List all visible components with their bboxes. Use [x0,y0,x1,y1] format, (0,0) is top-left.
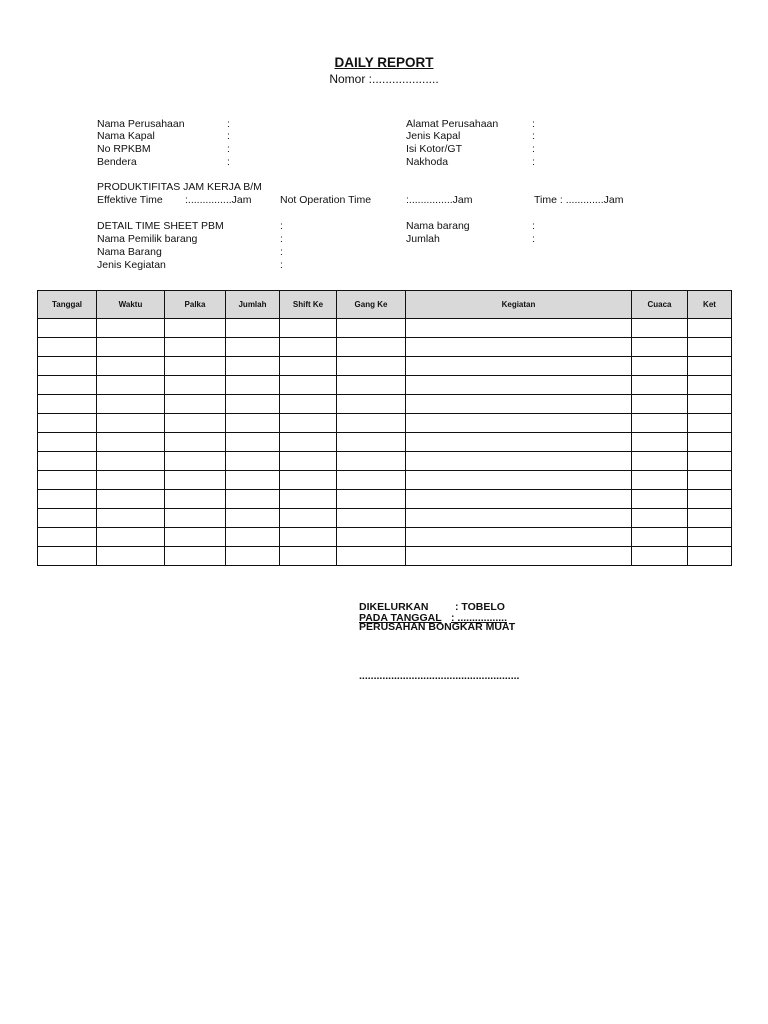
table-cell [226,490,280,509]
table-cell [280,395,337,414]
label-nama-kapal: Nama Kapal [97,130,155,142]
label-detail-time-sheet: DETAIL TIME SHEET PBM [97,220,224,232]
colon: : [532,130,535,142]
table-cell [226,357,280,376]
header-palka: Palka [165,291,226,319]
label-jenis-kegiatan: Jenis Kegiatan [97,259,166,271]
table-cell [38,319,97,338]
table-cell [165,509,226,528]
colon: : [532,143,535,155]
table-cell [97,376,165,395]
table-cell [226,319,280,338]
table-cell [38,357,97,376]
table-cell [38,528,97,547]
table-cell [337,319,406,338]
label-jumlah: Jumlah [406,233,440,245]
table-cell [632,490,688,509]
signature-line: ....................................................... [359,670,520,682]
table-cell [165,452,226,471]
colon: : [227,143,230,155]
table-cell [688,395,732,414]
table-cell [97,547,165,566]
colon: : [532,118,535,130]
table-cell [337,490,406,509]
table-row [38,414,732,433]
table-cell [38,433,97,452]
table-cell [406,376,632,395]
label-dikelurkan: DIKELURKAN [359,601,429,613]
table-cell [165,547,226,566]
table-cell [165,376,226,395]
table-cell [226,471,280,490]
table-cell [38,509,97,528]
table-cell [226,509,280,528]
table-cell [226,547,280,566]
table-cell [406,528,632,547]
time-sheet-table [37,290,732,566]
table-cell [165,471,226,490]
table-cell [226,376,280,395]
label-nakhoda: Nakhoda [406,156,449,168]
table-row [38,528,732,547]
table-cell [688,471,732,490]
label-alamat-perusahaan: Alamat Perusahaan [406,118,499,130]
table-cell [38,471,97,490]
table-cell [406,414,632,433]
header-jumlah: Jumlah [226,291,280,319]
table-row [38,547,732,566]
table-cell [337,376,406,395]
table-cell [688,433,732,452]
table-cell [337,547,406,566]
table-cell [632,376,688,395]
table-cell [406,395,632,414]
label-bendera: Bendera [97,156,137,168]
table-cell [632,528,688,547]
table-cell [632,338,688,357]
header-cuaca: Cuaca [632,291,688,319]
header-shift-ke: Shift Ke [280,291,337,319]
report-number: Nomor :.................... [329,72,439,86]
table-cell [406,471,632,490]
table-cell [280,528,337,547]
colon: : [280,259,283,271]
label-isi-kotor: Isi Kotor/GT [406,143,463,155]
table-cell [632,471,688,490]
header-tanggal: Tanggal [38,291,97,319]
not-operation-time-value: :...............Jam [406,194,473,206]
label-nama-perusahaan: Nama Perusahaan [97,118,185,130]
colon: : [280,246,283,258]
table-cell [280,490,337,509]
table-cell [97,414,165,433]
table-cell [97,452,165,471]
colon: : [532,233,535,245]
table-cell [337,471,406,490]
table-cell [226,395,280,414]
table-cell [280,471,337,490]
table-cell [688,376,732,395]
table-row [38,395,732,414]
table-cell [688,547,732,566]
table-cell [688,490,732,509]
table-cell [280,376,337,395]
table-cell [632,509,688,528]
table-cell [280,319,337,338]
table-row [38,319,732,338]
table-cell [38,376,97,395]
table-cell [165,433,226,452]
table-cell [226,414,280,433]
table-cell [226,452,280,471]
table-cell [337,395,406,414]
header-waktu: Waktu [97,291,165,319]
table-cell [38,452,97,471]
label-nama-barang: Nama Barang [97,246,162,258]
table-cell [280,357,337,376]
table-cell [165,414,226,433]
table-cell [406,452,632,471]
table-cell [632,414,688,433]
table-cell [165,528,226,547]
label-effective-time: Effektive Time [97,194,163,206]
table-row [38,509,732,528]
table-cell [632,547,688,566]
table-cell [406,547,632,566]
pada-tanggal-value: : ................. [451,612,508,624]
table-cell [97,509,165,528]
colon: : [532,220,535,232]
table-cell [337,357,406,376]
table-row [38,433,732,452]
table-cell [97,490,165,509]
table-body [38,319,732,566]
label-nama-barang-right: Nama barang [406,220,470,232]
table-cell [280,338,337,357]
table-cell [226,528,280,547]
header-gang-ke: Gang Ke [337,291,406,319]
table-cell [688,338,732,357]
table-cell [38,490,97,509]
table-cell [226,338,280,357]
table-cell [337,414,406,433]
table-row [38,471,732,490]
colon: : [280,220,283,232]
effective-time-value: :...............Jam [185,194,252,206]
colon: : [227,156,230,168]
label-not-operation-time: Not Operation Time [280,194,372,206]
table-cell [38,338,97,357]
label-no-rpkbm: No RPKBM [97,143,151,155]
table-cell [97,471,165,490]
table-cell [632,319,688,338]
colon: : [227,130,230,142]
table-cell [406,338,632,357]
table-cell [280,509,337,528]
table-cell [406,490,632,509]
table-cell [97,319,165,338]
table-row [38,452,732,471]
table-cell [38,395,97,414]
table-cell [280,414,337,433]
company-name: PERUSAHAN BONGKAR MUAT [359,621,516,633]
report-title: DAILY REPORT [334,55,434,70]
label-pada-tanggal: PADA TANGGAL [359,612,442,624]
table-cell [688,319,732,338]
header-ket: Ket [688,291,732,319]
table-cell [165,319,226,338]
table-cell [337,452,406,471]
table-cell [688,528,732,547]
table-cell [97,528,165,547]
table-cell [337,509,406,528]
label-nama-pemilik-barang: Nama Pemilik barang [97,233,198,245]
table-cell [97,338,165,357]
table-cell [632,395,688,414]
table-cell [406,357,632,376]
table-cell [280,433,337,452]
productivity-heading: PRODUKTIFITAS JAM KERJA B/M [97,181,262,193]
table-cell [688,452,732,471]
table-cell [406,433,632,452]
colon: : [227,118,230,130]
table-cell [688,414,732,433]
colon: : [532,156,535,168]
table-cell [688,357,732,376]
table-cell [280,452,337,471]
table-header-row [38,291,732,319]
table-row [38,490,732,509]
table-cell [632,433,688,452]
table-cell [165,490,226,509]
table-row [38,357,732,376]
table-cell [632,357,688,376]
table-cell [632,452,688,471]
header-kegiatan: Kegiatan [406,291,632,319]
table-cell [226,433,280,452]
table-cell [97,395,165,414]
table-cell [337,528,406,547]
table-cell [97,357,165,376]
table-cell [165,357,226,376]
table-cell [337,338,406,357]
table-cell [97,433,165,452]
table-cell [165,395,226,414]
time-value: Time : .............Jam [534,194,624,206]
table-row [38,338,732,357]
colon: : [280,233,283,245]
table-cell [165,338,226,357]
table-cell [280,547,337,566]
table-cell [38,547,97,566]
table-cell [38,414,97,433]
table-cell [406,319,632,338]
table-cell [406,509,632,528]
table-cell [688,509,732,528]
table-row [38,376,732,395]
dikelurkan-value: : TOBELO [455,601,505,613]
table-cell [337,433,406,452]
label-jenis-kapal: Jenis Kapal [406,130,461,142]
